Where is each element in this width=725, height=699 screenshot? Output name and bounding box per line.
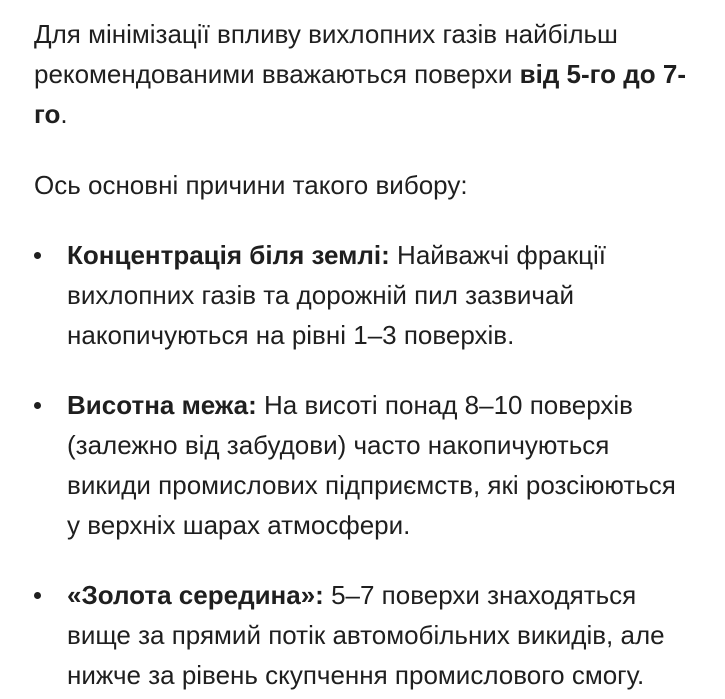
reasons-list (34, 235, 695, 695)
intro-text-end: . (60, 99, 68, 129)
reason-title: «Золота середина»: (67, 580, 324, 610)
list-item (34, 235, 695, 355)
intro-paragraph (34, 14, 695, 134)
bullet-icon (34, 592, 41, 599)
reason-title: Висотна межа: (67, 390, 257, 420)
reasons-intro: Ось основні причини такого вибору: (34, 170, 468, 200)
reason-text: На висоті понад 8–10 поверхів (залежно від забудови) часто накопичуються викиди промислових підприємств, які розсіюються у верхніх шарах атмосфери. (67, 390, 676, 540)
reason-text: Найважчі фракції вихлопних газів та дорожній пил зазвичай накопичуються на рівні 1–3 поверхів. (67, 240, 607, 350)
list-item (34, 385, 695, 545)
intro-text: Для мінімізації впливу вихлопних газів найбільш рекомендованими вважаються поверхи (34, 19, 618, 89)
reason-text: 5–7 поверхи знаходяться вище за прямий потік автомобільних викидів, але нижче за рівень скупчення промислового смогу. (67, 580, 665, 690)
list-item (34, 575, 695, 695)
intro-highlight: від 5-го до 7-го (34, 59, 686, 129)
reason-title: Концентрація біля землі: (67, 240, 390, 270)
bullet-icon (34, 252, 41, 259)
bullet-icon (34, 402, 41, 409)
